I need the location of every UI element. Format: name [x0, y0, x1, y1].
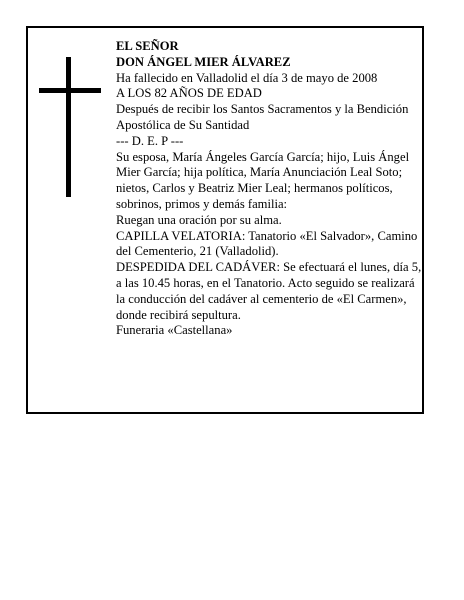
obituary-title: EL SEÑOR	[116, 39, 179, 53]
cross-horizontal-bar	[39, 88, 101, 93]
family-paragraph: Su esposa, María Ángeles García García; hijo, Luis Ángel Mier García; hija política, María Anunciación Leal Soto; nietos, Carlos y Beatriz Mier Leal; hermanos políticos, sobrinos, primos y demás familia:	[116, 149, 410, 211]
deceased-name: DON ÁNGEL MIER ÁLVAREZ	[116, 54, 291, 69]
death-date-line: Ha fallecido en Valladolid el día 3 de mayo de 2008	[116, 70, 378, 85]
chapel-paragraph: CAPILLA VELATORIA: Tanatorio «El Salvador», Camino del Cementerio, 21 (Valladolid).	[116, 228, 418, 259]
farewell-paragraph: DESPEDIDA DEL CADÁVER: Se efectuará el lunes, día 5, a las 10.45 horas, en el Tanatorio. Acto seguido se realizará la conducción del cadáver al cementerio de «El Carmen», donde recibirá sepultura.	[116, 260, 422, 322]
funeral-home-line: Funeraria «Castellana»	[116, 323, 233, 338]
prayer-line: Ruegan una oración por su alma.	[116, 212, 282, 227]
sacraments-line: Después de recibir los Santos Sacramentos y la Bendición Apostólica de Su Santidad	[116, 102, 409, 132]
obituary-notice	[26, 26, 424, 414]
obituary-text	[116, 39, 426, 339]
cross-icon	[39, 57, 101, 197]
cross-vertical-bar	[66, 57, 71, 197]
rip-line: --- D. E. P ---	[116, 133, 184, 148]
age-line: A LOS 82 AÑOS DE EDAD	[116, 86, 262, 101]
